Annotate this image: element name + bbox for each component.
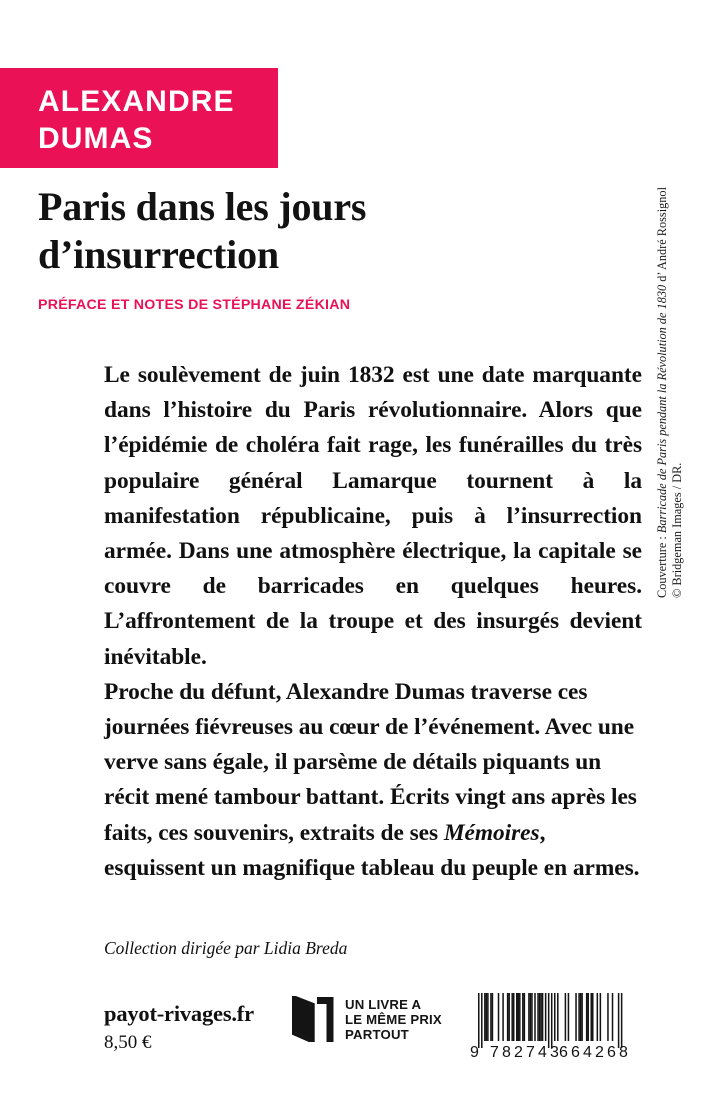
blurb-paragraph-2-part-2: , esquissent un magnifique tableau du peuple en armes. (104, 819, 640, 881)
svg-text:664268: 664268 (559, 1044, 631, 1061)
fixed-price-logo (292, 996, 442, 1043)
blurb-paragraph-2 (104, 675, 642, 886)
fixed-price-line-1: UN LIVRE A (345, 997, 422, 1012)
title-block (38, 183, 638, 279)
open-book-icon (292, 996, 336, 1042)
fixed-price-logo-text (345, 996, 442, 1043)
price-label: 8,50 € (104, 1032, 152, 1053)
blurb-memoires-title: Mémoires (443, 819, 540, 846)
title-line-2: d’insurrection (38, 232, 279, 277)
cover-credit-line-2: © Bridgeman Images / DR. (670, 462, 685, 598)
author-band (0, 68, 278, 168)
cover-credit-line-1 (655, 138, 670, 598)
svg-text:9: 9 (470, 1044, 479, 1061)
cover-credit-suffix: d’ André Rossignol (655, 187, 669, 285)
fixed-price-line-2: LE MÊME PRIX (345, 1012, 442, 1028)
blurb-paragraph-1: Le soulèvement de juin 1832 est une date marquante dans l’histoire du Paris révolutionnaire. Alors que l’épidémie de choléra fait rage, les funérailles du très populaire général Lamarque tournent à la manifestation républicaine, puis à l’insurrection armée. Dans une atmosphère électrique, la capitale se couvre de barricades en quelques heures. L’affrontement de la troupe et des insurgés devient inévitable. (104, 362, 642, 670)
author-name-line-2: DUMAS (38, 122, 154, 155)
cover-credit-prefix: Couverture : (655, 533, 669, 598)
title-line-1: Paris dans les jours (38, 184, 367, 229)
isbn-barcode (466, 991, 641, 1061)
cover-photo-credit (655, 138, 686, 598)
collection-director-line: Collection dirigée par Lidia Breda (104, 938, 348, 958)
svg-text:782743: 782743 (490, 1044, 562, 1061)
blurb-text (104, 358, 642, 886)
page-title (38, 183, 638, 279)
blurb-paragraph-2-part-1: Proche du défunt, Alexandre Dumas traverse ces journées fiévreuses au cœur de l’événement. Avec une verve sans égale, il parsème de détails piquants un récit mené tambour battant. Écrits vingt ans après les faits, ces souvenirs, extraits de ses (104, 678, 637, 846)
cover-artwork-title: Barricade de Paris pendant la Révolution de 1830 (655, 284, 669, 534)
author-name-line-1: ALEXANDRE (38, 85, 235, 118)
publisher-website[interactable]: payot-rivages.fr (104, 1001, 254, 1026)
preface-credit: PRÉFACE ET NOTES DE STÉPHANE ZÉKIAN (38, 297, 351, 313)
fixed-price-line-3: PARTOUT (345, 1027, 409, 1043)
